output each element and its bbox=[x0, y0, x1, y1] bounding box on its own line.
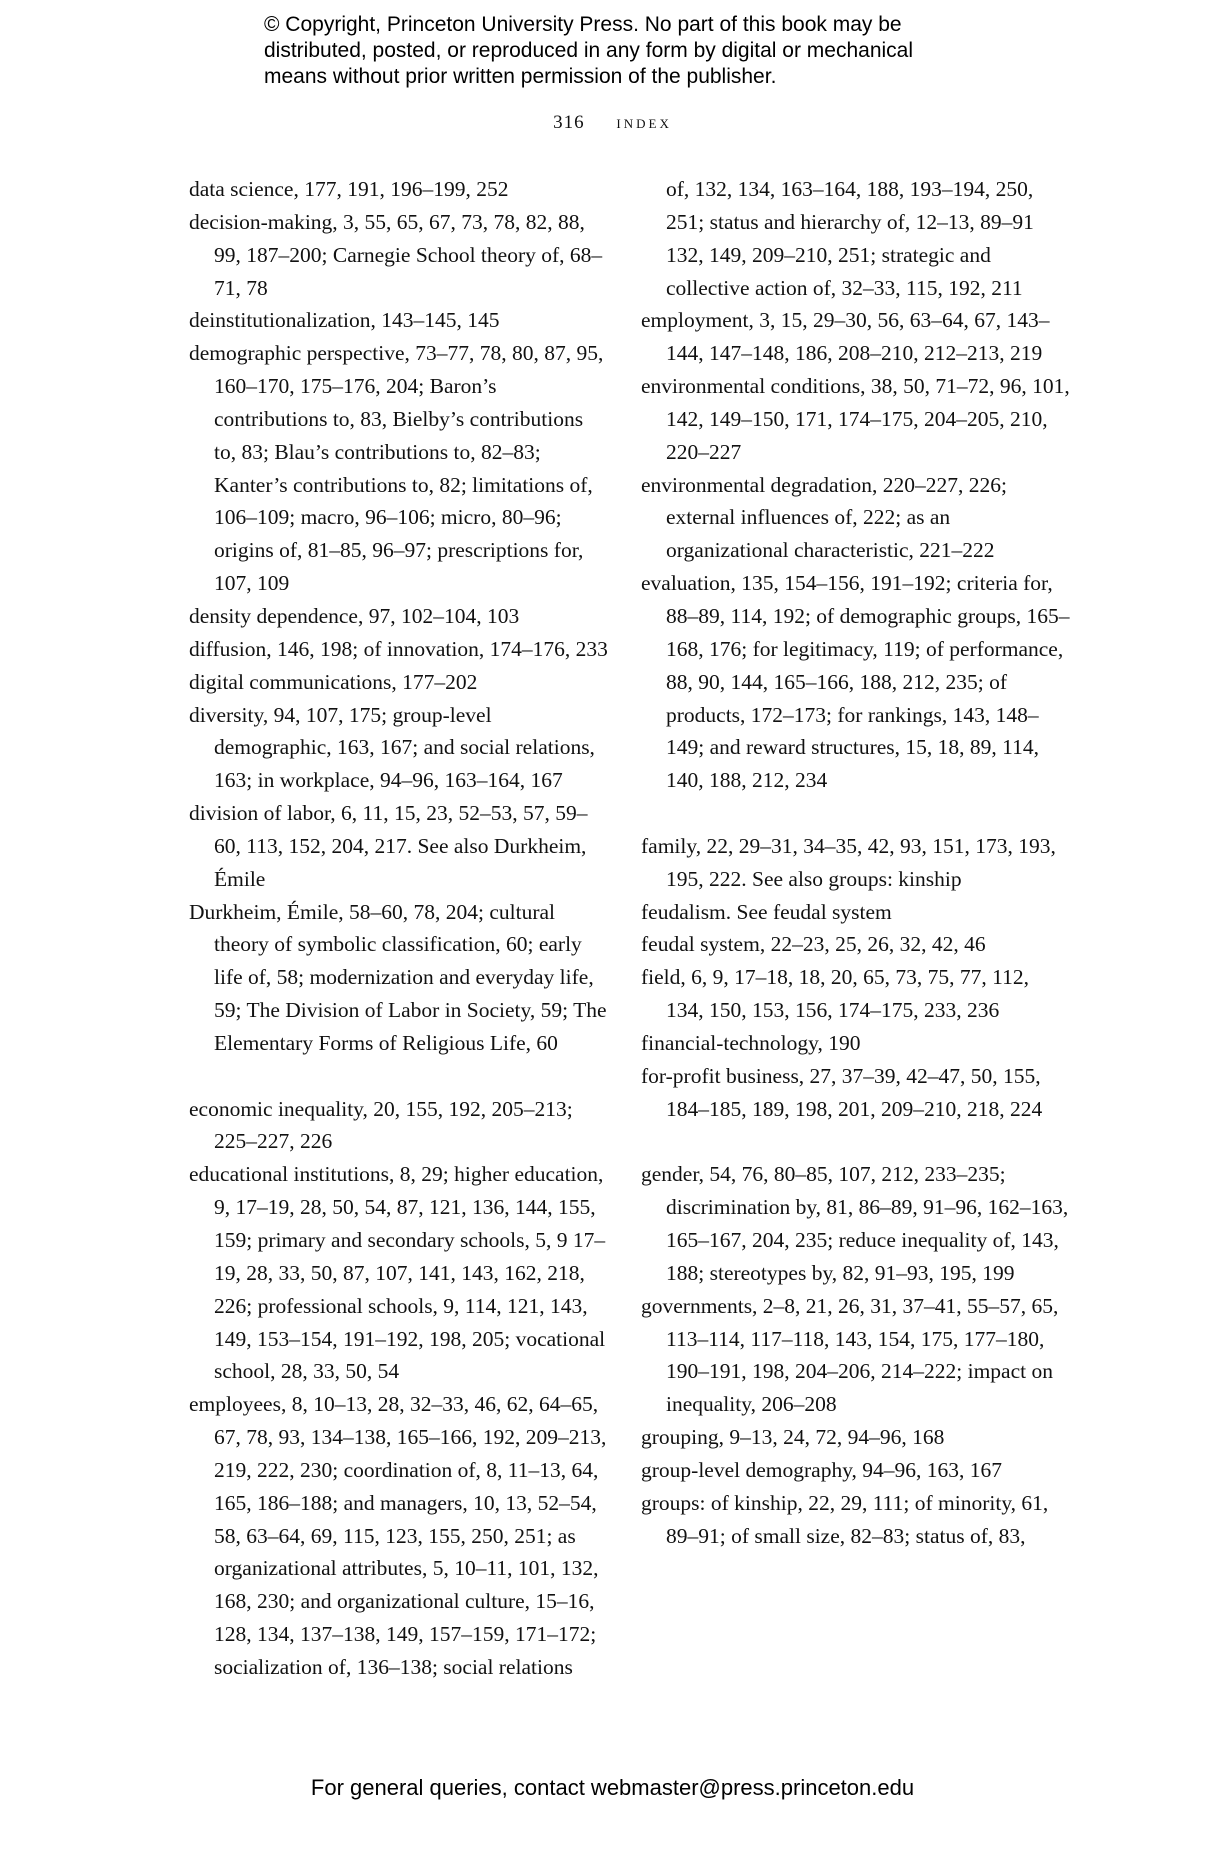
copyright-line: © Copyright, Princeton University Press. No part of this book may be bbox=[264, 13, 902, 36]
index-entry: division of labor, 6, 11, 15, 23, 52–53, 57, 59–60, 113, 152, 204, 217. See also Durkheim, Émile bbox=[189, 801, 588, 891]
index-column-left bbox=[189, 173, 609, 1684]
index-entry: evaluation, 135, 154–156, 191–192; criteria for, 88–89, 114, 192; of demographic groups, 165–168, 176; for legitimacy, 119; of performance, 88, 90, 144, 165–166, 188, 212, 235; of products, 172–173; for rankings, 143, 148–149; and reward structures, 15, 18, 89, 114, 140, 188, 212, 234 bbox=[641, 571, 1070, 793]
copyright-notice bbox=[264, 12, 1064, 90]
index-entry: demographic perspective, 73–77, 78, 80, 87, 95, 160–170, 175–176, 204; Baron’s contributions to, 83, Bielby’s contributions to, 83; Blau’s contributions to, 82–83; Kanter’s contributions to, 82; limitations of, 106–109; macro, 96–106; micro, 80–96; origins of, 81–85, 96–97; prescriptions for, 107, 109 bbox=[189, 341, 604, 596]
letter-group-gap bbox=[641, 797, 1071, 830]
index-entry: family, 22, 29–31, 34–35, 42, 93, 151, 173, 193, 195, 222. See also groups: kinship bbox=[641, 833, 1056, 891]
page-number: 316 bbox=[553, 112, 585, 133]
index-entry: financial-technology, 190 bbox=[641, 1030, 861, 1055]
index-entry: environmental degradation, 220–227, 226; external influences of, 222; as an organizational characteristic, 221–222 bbox=[641, 472, 1008, 563]
contact-footer: For general queries, contact webmaster@press.princeton.edu bbox=[310, 1775, 915, 1800]
index-entry: gender, 54, 76, 80–85, 107, 212, 233–235; discrimination by, 81, 86–89, 91–96, 162–163, 165–167, 204, 235; reduce inequality of, 143, 188; stereotypes by, 82, 91–93, 195, 199 bbox=[641, 1162, 1069, 1285]
letter-group-gap bbox=[641, 1125, 1071, 1158]
index-entry: density dependence, 97, 102–104, 103 bbox=[189, 603, 520, 628]
index-entry: employees, 8, 10–13, 28, 32–33, 46, 62, 64–65, 67, 78, 93, 134–138, 165–166, 192, 209–213, 219, 222, 230; coordination of, 8, 11–13, 64, 165, 186–188; and managers, 10, 13, 52–54, 58, 63–64, 69, 115, 123, 155, 250, 251; as organizational attributes, 5, 10–11, 101, 132, 168, 230; and organizational culture, 15–16, 128, 134, 137–138, 149, 157–159, 171–172; socialization of, 136–138; social relations bbox=[189, 1392, 607, 1679]
index-entry: economic inequality, 20, 155, 192, 205–213; 225–227, 226 bbox=[189, 1096, 573, 1154]
index-entry: employment, 3, 15, 29–30, 56, 63–64, 67, 143–144, 147–148, 186, 208–210, 212–213, 219 bbox=[641, 308, 1050, 366]
copyright-line: means without prior written permission of the publisher. bbox=[264, 65, 777, 88]
index-entry: group-level demography, 94–96, 163, 167 bbox=[641, 1457, 1003, 1482]
index-entry: feudal system, 22–23, 25, 26, 32, 42, 46 bbox=[641, 932, 986, 957]
index-entry-continuation: of, 132, 134, 163–164, 188, 193–194, 250, 251; status and hierarchy of, 12–13, 89–91 132, 149, 209–210, 251; strategic and collective action of, 32–33, 115, 192, 211 bbox=[666, 177, 1034, 300]
index-entry: governments, 2–8, 21, 26, 31, 37–41, 55–57, 65, 113–114, 117–118, 143, 154, 175, 177–180, 190–191, 198, 204–206, 214–222; impact on inequality, 206–208 bbox=[641, 1293, 1059, 1417]
copyright-line: distributed, posted, or reproduced in any form by digital or mechanical bbox=[264, 39, 914, 62]
index-entry: diversity, 94, 107, 175; group-level demographic, 163, 167; and social relations, 163; in workplace, 94–96, 163–164, 167 bbox=[189, 702, 595, 793]
running-head bbox=[0, 112, 1225, 134]
letter-group-gap bbox=[189, 1060, 609, 1093]
index-entry: deinstitutionalization, 143–145, 145 bbox=[189, 308, 500, 333]
index-column-right bbox=[641, 173, 1071, 1552]
index-entry: groups: of kinship, 22, 29, 111; of minority, 61, 89–91; of small size, 82–83; status of, 83, bbox=[641, 1490, 1049, 1548]
index-entry: field, 6, 9, 17–18, 18, 20, 65, 73, 75, 77, 112, 134, 150, 153, 156, 174–175, 233, 236 bbox=[641, 965, 1029, 1023]
index-entry: digital communications, 177–202 bbox=[189, 669, 478, 694]
section-title: index bbox=[616, 112, 672, 133]
index-entry: data science, 177, 191, 196–199, 252 bbox=[189, 177, 509, 201]
index-entry: educational institutions, 8, 29; higher education, 9, 17–19, 28, 50, 54, 87, 121, 136, 144, 155, 159; primary and secondary schools, 5, 9 17–19, 28, 33, 50, 87, 107, 141, 143, 162, 218, 226; professional schools, 9, 114, 121, 143, 149, 153–154, 191–192, 198, 205; vocational school, 28, 33, 50, 54 bbox=[189, 1162, 606, 1384]
index-entry: feudalism. See feudal system bbox=[641, 899, 892, 924]
index-entry: grouping, 9–13, 24, 72, 94–96, 168 bbox=[641, 1425, 945, 1450]
index-entry: decision-making, 3, 55, 65, 67, 73, 78, 82, 88, 99, 187–200; Carnegie School theory of, 68–71, 78 bbox=[189, 209, 603, 300]
index-entry: for-profit business, 27, 37–39, 42–47, 50, 155, 184–185, 189, 198, 201, 209–210, 218, 224 bbox=[641, 1063, 1043, 1121]
index-entry: diffusion, 146, 198; of innovation, 174–176, 233 bbox=[189, 636, 608, 661]
index-entry: environmental conditions, 38, 50, 71–72, 96, 101, 142, 149–150, 171, 174–175, 204–205, 210, 220–227 bbox=[641, 374, 1070, 464]
index-entry: Durkheim, Émile, 58–60, 78, 204; cultural theory of symbolic classification, 60; early life of, 58; modernization and everyday life, 59; The Division of Labor in Society, 59; The Elementary Forms of Religious Life, 60 bbox=[189, 899, 607, 1055]
